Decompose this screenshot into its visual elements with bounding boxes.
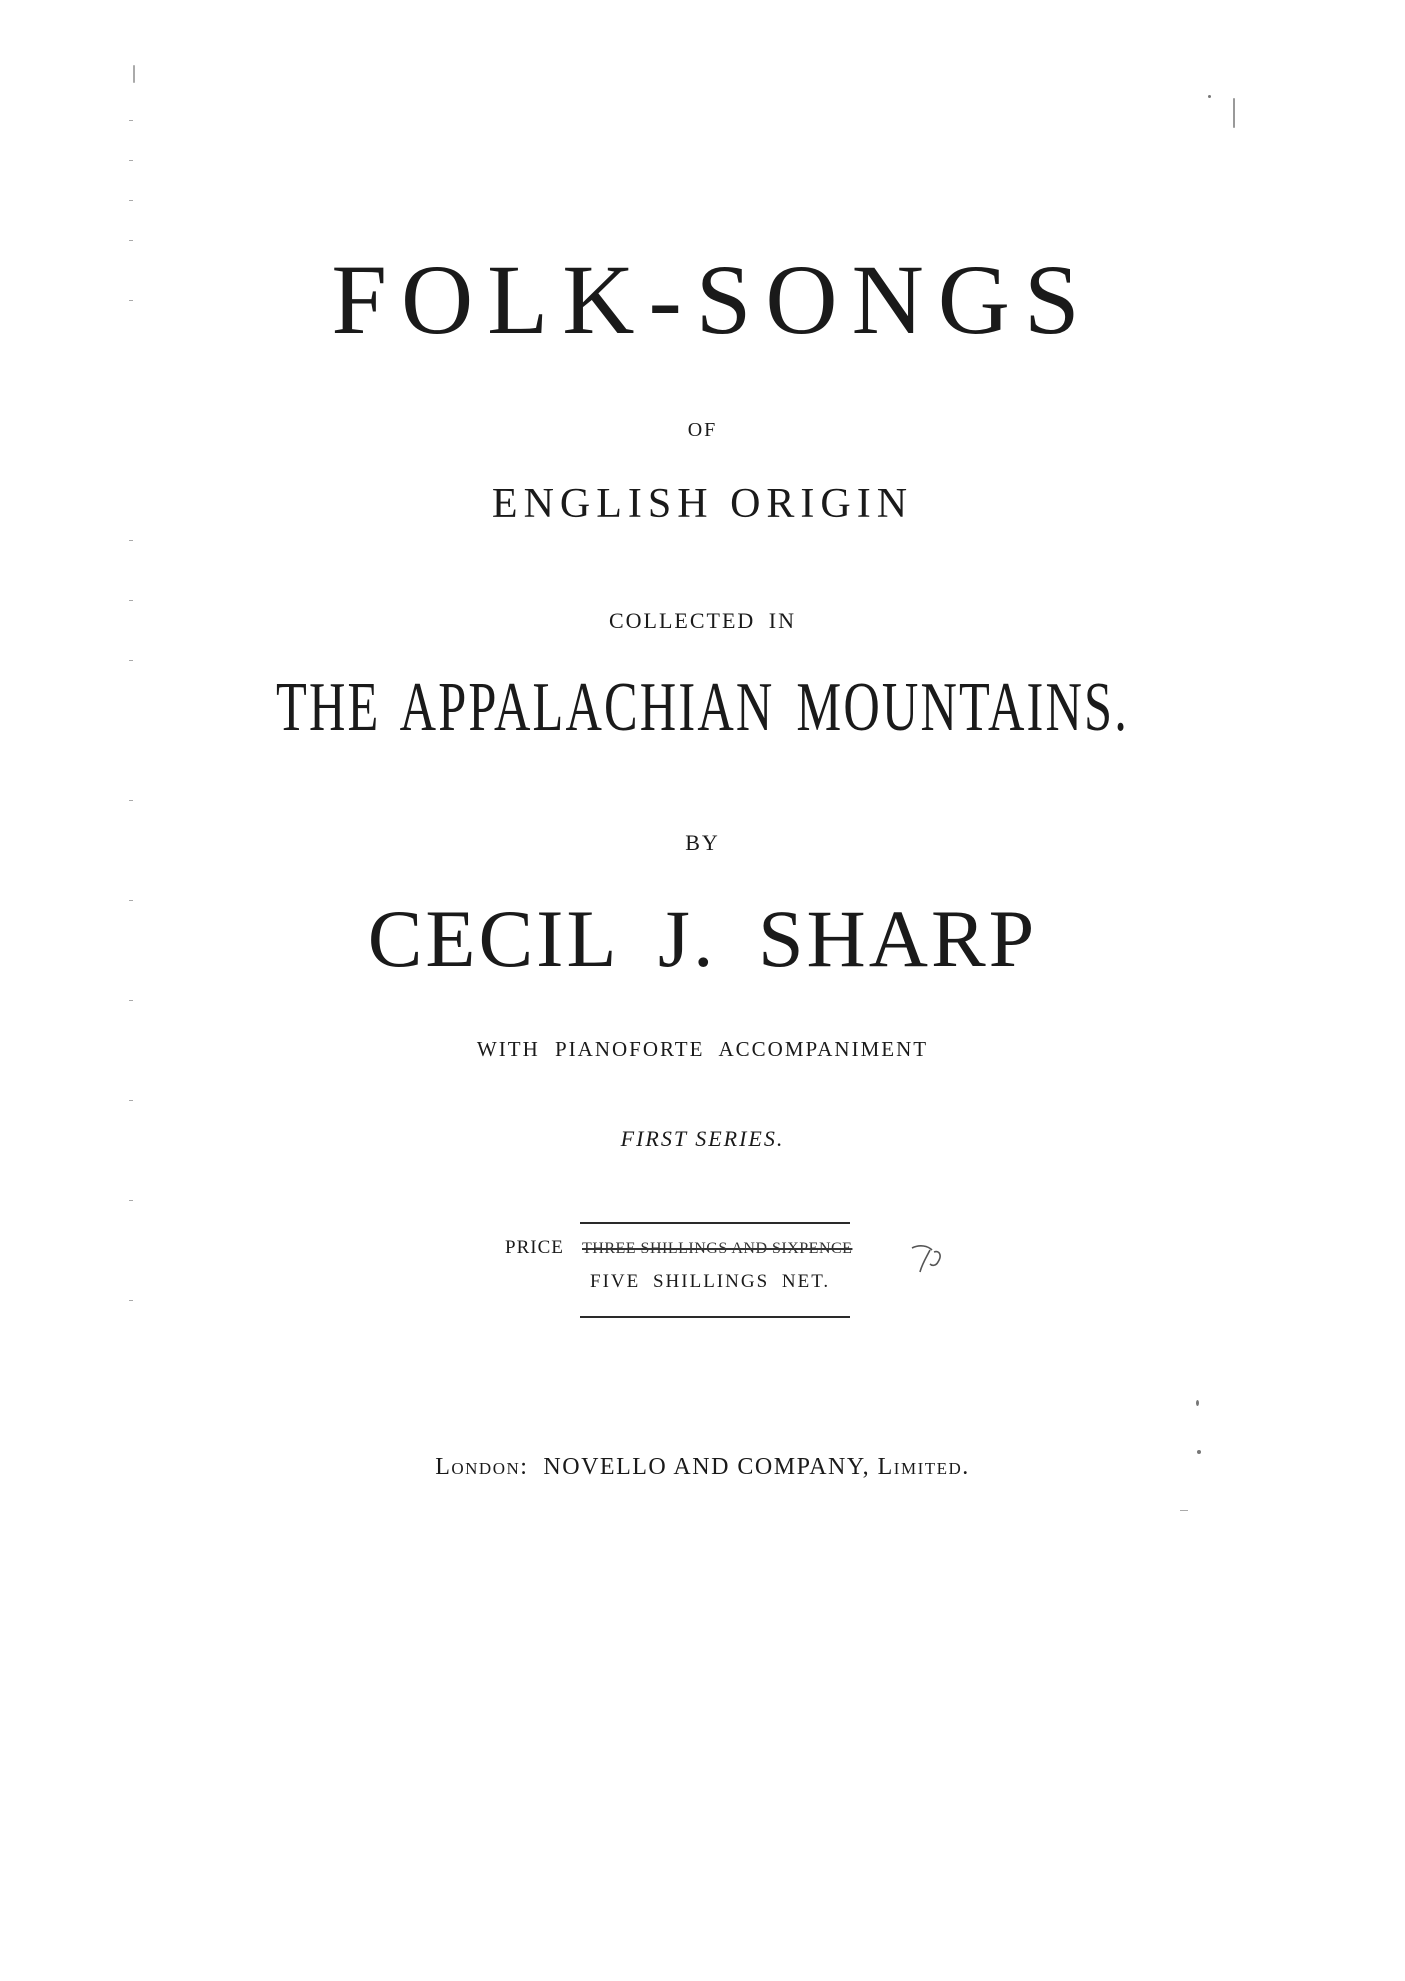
price-rule-bottom bbox=[580, 1316, 850, 1318]
publisher-line bbox=[0, 1452, 1405, 1482]
scan-speck bbox=[1208, 95, 1211, 98]
of-label: OF bbox=[687, 419, 718, 441]
publisher-suffix: Limited. bbox=[877, 1454, 970, 1480]
series-label: FIRST SERIES. bbox=[620, 1126, 785, 1151]
scan-speck bbox=[1233, 98, 1235, 128]
margin-tick bbox=[129, 1300, 133, 1301]
scan-speck bbox=[1196, 1400, 1199, 1406]
accompaniment-note: WITH PIANOFORTE ACCOMPANIMENT bbox=[476, 1037, 929, 1061]
margin-tick bbox=[129, 300, 133, 301]
margin-tick bbox=[129, 160, 133, 161]
region-heading: THE APPALACHIAN MOUNTAINS. bbox=[276, 669, 1129, 746]
margin-tick bbox=[129, 600, 133, 601]
collected-label: COLLECTED IN bbox=[608, 608, 797, 633]
margin-tick bbox=[129, 1100, 133, 1101]
publisher-separator: : bbox=[520, 1454, 529, 1480]
scan-speck bbox=[1197, 1450, 1201, 1454]
old-price-struck: THREE SHILLINGS AND SIXPENCE bbox=[582, 1240, 853, 1257]
publisher-name: NOVELLO AND COMPANY, bbox=[543, 1454, 871, 1480]
price-rule-top bbox=[580, 1222, 850, 1224]
author-name: CECIL J. SHARP bbox=[367, 893, 1038, 984]
margin-tick bbox=[129, 1200, 133, 1201]
book-title: FOLK-SONGS bbox=[331, 244, 1094, 355]
handwritten-mark-icon bbox=[906, 1240, 946, 1280]
margin-tick bbox=[129, 120, 133, 121]
new-price: FIVE SHILLINGS NET. bbox=[590, 1271, 831, 1292]
margin-tick bbox=[129, 240, 133, 241]
origin-heading: ENGLISH ORIGIN bbox=[491, 481, 914, 527]
by-label: BY bbox=[685, 830, 720, 855]
margin-tick bbox=[129, 660, 133, 661]
margin-tick bbox=[129, 800, 133, 801]
publisher-city: London bbox=[435, 1454, 521, 1480]
scan-speck bbox=[133, 65, 135, 83]
margin-tick bbox=[129, 1000, 133, 1001]
margin-tick bbox=[129, 540, 133, 541]
margin-tick bbox=[129, 900, 133, 901]
margin-tick bbox=[129, 200, 133, 201]
margin-tick bbox=[1180, 1510, 1188, 1511]
price-label: PRICE bbox=[505, 1237, 564, 1258]
